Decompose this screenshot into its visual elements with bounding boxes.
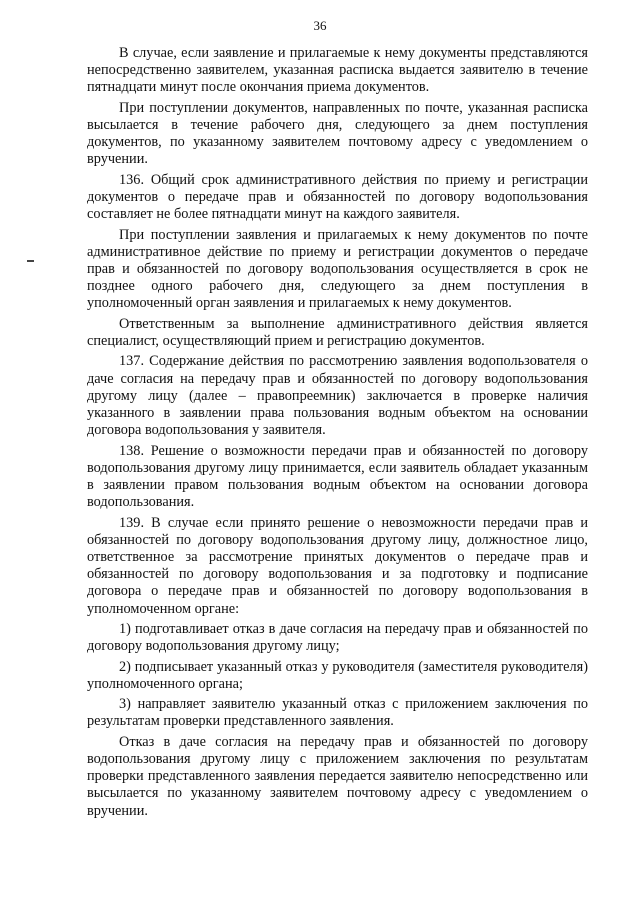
paragraph-receipt-in-person: В случае, если заявление и прилагаемые к нему документы представляются непосредственно заявителем, указанная расписка выдается заявителю в течение пятнадцати минут после окончания приема документов. [87,45,588,96]
margin-dash-mark [27,260,34,262]
list-item-1-prepare: 1) подготавливает отказ в даче согласия на передачу прав и обязанностей по договору водопользования другому лицу; [87,621,588,655]
paragraph-receipt-by-mail: При поступлении документов, направленных по почте, указанная расписка высылается в течение рабочего дня, следующего за днем поступления документов, по указанному заявителем почтовому адресу с уведомлением о вручении. [87,99,588,168]
paragraph-137-content: 137. Содержание действия по рассмотрению заявления водопользователя о даче согласия на передачу прав и обязанностей по договору водопользования другому лицу (далее – правопреемник) заключается в проверке наличия указанного в заявлении права пользования водным объектом на основании договора водопользования у заявителя. [87,353,588,439]
paragraph-136-term: 136. Общий срок административного действия по приему и регистрации документов о передаче прав и обязанностей по договору водопользования составляет не более пятнадцати минут на каждого заявителя. [87,171,588,223]
document-body [87,45,588,820]
paragraph-mail-registration: При поступлении заявления и прилагаемых к нему документов по почте административное действие по приему и регистрации документов о передаче прав и обязанностей по договору водопользования осуществляется в срок не позднее одного рабочего дня, следующего за днем поступления в уполномоченный орган заявления и прилагаемых к нему документов. [87,226,588,312]
list-item-3-send: 3) направляет заявителю указанный отказ с приложением заключения по результатам проверки представленного заявления. [87,696,588,730]
page-number: 36 [313,18,327,33]
paragraph-138-decision: 138. Решение о возможности передачи прав и обязанностей по договору водопользования другому лицу принимается, если заявитель обладает указанным в заявлении правом пользования водным объектом на основании договора водопользования. [87,442,588,511]
paragraph-responsible-specialist: Ответственным за выполнение административного действия является специалист, осуществляющий прием и регистрацию документов. [87,315,588,349]
paragraph-139-refusal: 139. В случае если принято решение о невозможности передачи прав и обязанностей по договору водопользования другому лицу, должностное лицо, ответственное за рассмотрение принятых документов о передаче прав и обязанностей по договору водопользования и за подготовку и подписание договора о передаче прав и обязанностей по договору водопользования в уполномоченном органе: [87,514,588,617]
paragraph-refusal-delivery: Отказ в даче согласия на передачу прав и обязанностей по договору водопользования другому лицу с приложением заключения по результатам проверки представленного заявления передается заявителю непосредственно или высылается по указанному заявителем почтовому адресу с уведомлением о вручении. [87,733,588,819]
list-item-2-sign: 2) подписывает указанный отказ у руководителя (заместителя руководителя) уполномоченного органа; [87,658,588,692]
